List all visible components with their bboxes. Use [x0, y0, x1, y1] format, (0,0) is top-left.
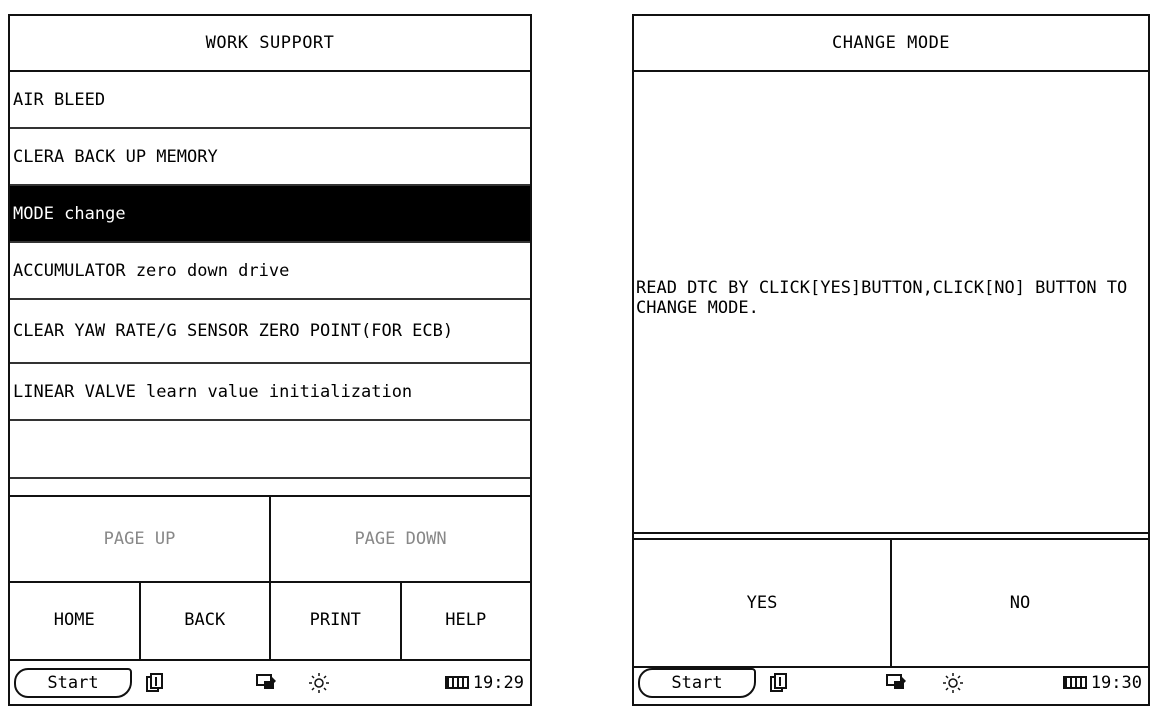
confirm-bar — [634, 538, 1148, 668]
windows-icon[interactable] — [144, 672, 166, 694]
list-item-empty — [10, 421, 530, 479]
clock-area — [1063, 673, 1142, 693]
change-mode-screen — [632, 14, 1150, 706]
brightness-icon[interactable] — [942, 672, 964, 694]
list-item-label: CLEAR YAW RATE/G SENSOR ZERO POINT(FOR ECB) — [13, 321, 454, 341]
work-support-screen — [8, 14, 532, 706]
page-up-button[interactable]: PAGE UP — [103, 529, 176, 549]
keyboard-icon[interactable] — [445, 676, 469, 689]
start-button[interactable]: Start — [14, 668, 132, 698]
list-item-clear-yaw-rate[interactable] — [10, 300, 530, 364]
pager-bar — [10, 495, 530, 583]
brightness-icon[interactable] — [308, 672, 330, 694]
list-item-label: MODE change — [13, 203, 126, 224]
taskbar — [634, 661, 1148, 704]
nav-bar — [10, 581, 530, 661]
list-item-label: LINEAR VALVE learn value initialization — [13, 381, 413, 402]
help-button[interactable]: HELP — [400, 581, 531, 659]
back-button[interactable]: BACK — [139, 581, 270, 659]
list-item-label: AIR BLEED — [13, 89, 106, 110]
print-button[interactable]: PRINT — [269, 581, 400, 659]
yes-button[interactable]: YES — [746, 593, 778, 613]
list-item-linear-valve[interactable] — [10, 364, 530, 421]
clock-area — [445, 673, 524, 693]
start-button[interactable]: Start — [638, 668, 756, 698]
network-icon[interactable] — [886, 672, 908, 694]
keyboard-icon[interactable] — [1063, 676, 1087, 689]
no-button[interactable]: NO — [890, 540, 1148, 666]
taskbar — [10, 661, 530, 704]
home-button[interactable]: HOME — [53, 610, 95, 630]
list-item-label: CLERA BACK UP MEMORY — [13, 146, 218, 167]
page-down-button[interactable]: PAGE DOWN — [269, 497, 530, 581]
change-mode-title: CHANGE MODE — [634, 16, 1148, 72]
list-item-mode-change[interactable] — [10, 186, 530, 243]
list-item-air-bleed[interactable] — [10, 72, 530, 129]
list-item-label: ACCUMULATOR zero down drive — [13, 260, 290, 281]
change-mode-message: READ DTC BY CLICK[YES]BUTTON,CLICK[NO] BUTTON TO CHANGE MODE. — [636, 278, 1128, 318]
work-support-title: WORK SUPPORT — [10, 16, 530, 72]
clock: 19:29 — [472, 672, 524, 693]
work-support-list — [10, 72, 530, 479]
network-icon[interactable] — [256, 672, 278, 694]
windows-icon[interactable] — [768, 672, 790, 694]
list-item-clear-backup-memory[interactable] — [10, 129, 530, 186]
list-item-accumulator-zero-down[interactable] — [10, 243, 530, 300]
clock: 19:30 — [1090, 672, 1142, 693]
